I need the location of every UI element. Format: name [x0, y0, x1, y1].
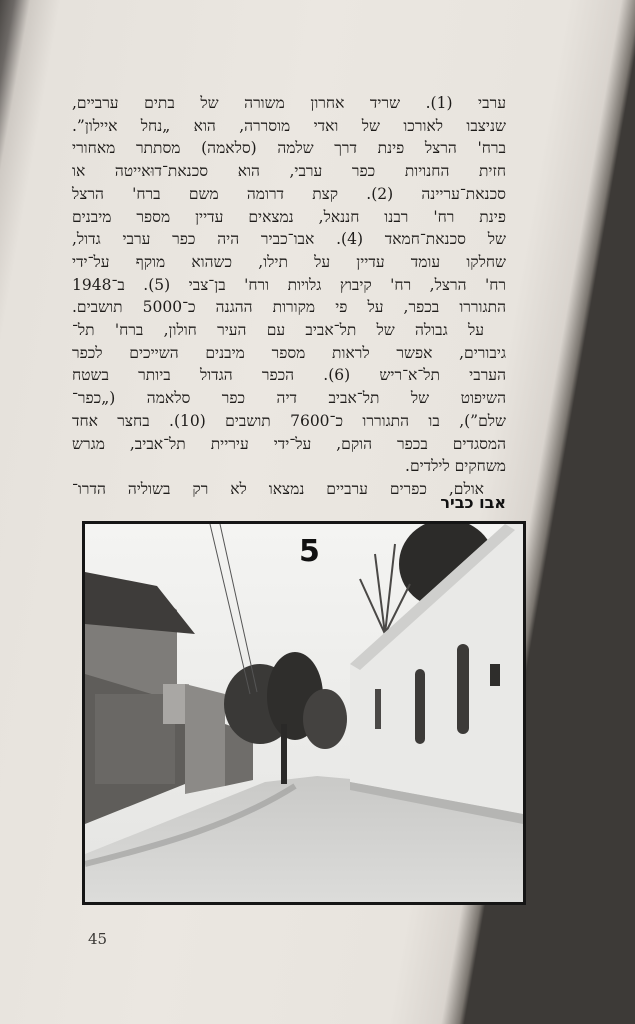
text-line-11: על גבולה של תל־אביב עם העיר חולון, ברח' תל־ [72, 321, 484, 340]
text-line-18: אולם, כפרים ערביים נמצאו לא רק בשוליה הדרו־ [72, 479, 484, 498]
page-number: 45 [88, 930, 108, 948]
text-line-5: סכנאת־עריינה (2). קצת דרומה משם ברח' הרצל [72, 184, 506, 203]
text-line-7: של סכנאת־חמאד (4). אבו־כביר היה כפר ערבי גדול, [72, 230, 506, 249]
text-line-3: ברח' הרצל פינת דרך שלמה (סלאמה) מסתתר מאחורי [72, 139, 506, 158]
text-line-14: השיפוט של תל־אביב דיה כפר סלאמה („כפר־ [72, 389, 506, 408]
text-line-6: פינת רח' רבנו חננאל, נמצאים עדיין מספר מיבנים [72, 207, 506, 226]
text-line-2: שניצבו לאורכו של ואדי מוסררה, הוא „נחל איילון”. [72, 116, 506, 135]
text-line-17: משחקים לילדים. [405, 457, 506, 476]
text-line-9: רח' הרצל, רח' קיבוץ גלויות ורח' בן־צבי (5). ב־1948 [72, 275, 506, 294]
text-line-10: התגוררו בכפר, על פי מקורות ההגנה כ־5000 תושבים. [72, 298, 506, 317]
text-line-4: חזית החנויות כפר ערבי, הוא סכנאת־דוּאייטה או [72, 162, 506, 181]
photo-caption: אבו כביר [440, 493, 506, 512]
text-line-12: גיבורים, אפשר לראות מספר מיבנים השייכים לכפר [72, 343, 506, 362]
text-line-1: ערבי (1). שריד אחרון משורה של בתים ערביים, [72, 94, 506, 112]
text-line-8: שחלקו עומד עדיין על תילו, כשהוא מוקף על־ידי [72, 252, 506, 271]
text-line-16: המסגדים בכפר הוקם, על־ידי עיריית תל־אביב, מגרש [72, 434, 506, 453]
street-photo [82, 521, 526, 905]
photo-number: 5 [299, 534, 320, 569]
body-text [72, 92, 506, 501]
text-line-13: הערבי תל־א־ריש (6). הכפר הגדול ביותר בשטח [72, 366, 506, 385]
text-line-15: שלם”), בו התגוררו כ־7600 תושבים (10). בחצר אחד [72, 411, 506, 430]
